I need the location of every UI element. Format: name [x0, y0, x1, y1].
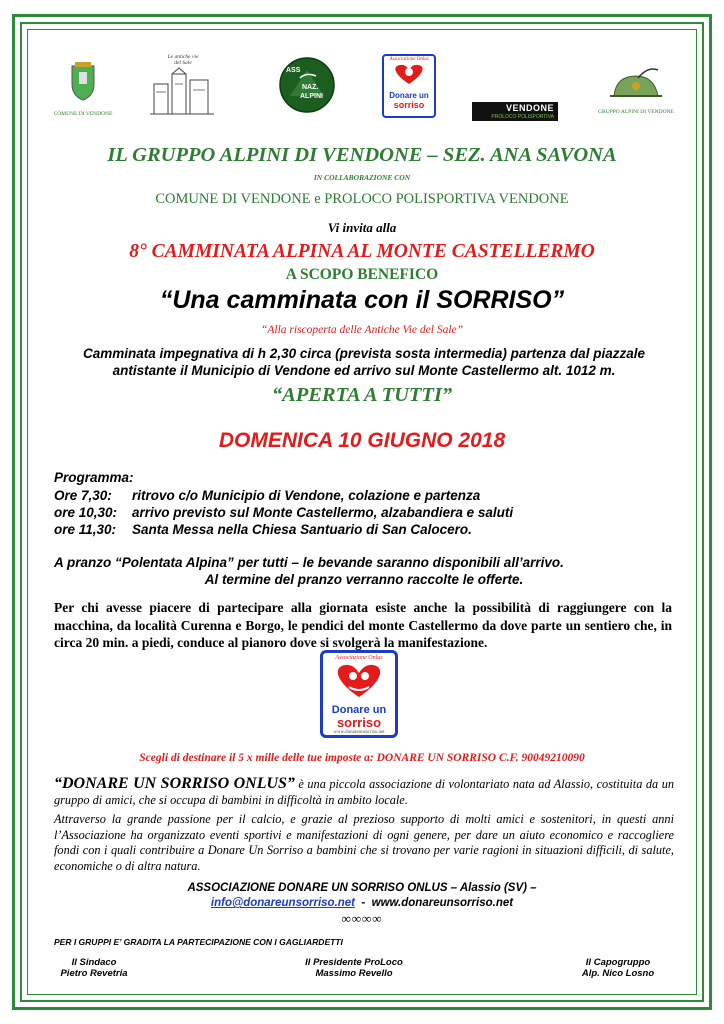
gruppo-caption: GRUPPO ALPINI DI VENDONE — [598, 109, 674, 115]
heart-icon — [384, 62, 434, 86]
footer-note: PER I GRUPPI E’ GRADITA LA PARTECIPAZIONE CON I GAGLIARDETTI — [54, 937, 343, 947]
signature-name: Pietro Revetria — [60, 968, 128, 979]
dus-small-line1: Donare un — [389, 91, 429, 100]
program-heading: Programma: — [54, 470, 134, 485]
program-item — [54, 522, 472, 537]
alpine-hat-icon — [596, 64, 676, 104]
invite-line: Vi invita alla — [327, 220, 397, 235]
signature-name: Massimo Revello — [315, 968, 393, 979]
vendone-logo-text: VENDONE — [472, 102, 558, 114]
event-subtitle: “Alla riscoperta delle Antiche Vie del Sale” — [260, 324, 464, 336]
flyer — [40, 40, 684, 990]
castello-caption-2: del Sale — [174, 60, 192, 66]
castle-drawing-icon — [148, 66, 218, 116]
dus-small-line2: sorriso — [393, 100, 425, 110]
signature-role: Il Sindaco — [71, 957, 117, 968]
program-text: Santa Messa nella Chiesa Santuario di San Calocero. — [132, 522, 472, 537]
signature-block — [284, 957, 424, 979]
program-time: Ore 7,30: — [54, 488, 112, 503]
association-name: “DONARE UN SORRISO ONLUS” — [54, 775, 295, 792]
association-desc-1: è una piccola associazione di volontariato nata ad Alassio, costituita da un gruppo di amici, che si occupa di bambini in difficoltà in ambito locale. — [54, 777, 674, 807]
coat-of-arms-icon — [48, 60, 118, 106]
contact-line — [40, 897, 684, 909]
signature-block — [568, 957, 668, 979]
dus-small-top: Associazione Onlus — [389, 57, 429, 62]
partners-line: COMUNE DI VENDONE e PROLOCO POLISPORTIVA VENDONE — [155, 191, 569, 207]
dus-large-url: www.donareunsorriso.net — [333, 730, 385, 735]
heart-people-icon — [323, 661, 395, 699]
comune-logo — [48, 60, 118, 117]
ana-text-1: NAZ. — [302, 84, 319, 91]
association-intro — [54, 776, 674, 808]
event-title: 8° CAMMINATA ALPINA AL MONTE CASTELLERMO — [129, 241, 595, 262]
description-line-1: Camminata impegnativa di h 2,30 circa (prevista sosta intermedia) partenza dal piazzale — [83, 346, 645, 361]
castello-caption-1: Le antiche vie — [167, 54, 199, 60]
ana-logo — [278, 56, 338, 119]
open-to-all: “APERTA A TUTTI” — [271, 384, 453, 406]
main-title: IL GRUPPO ALPINI DI VENDONE – SEZ. ANA SAVONA — [107, 144, 617, 166]
lunch-line-2: Al termine del pranzo verranno raccolte le offerte. — [204, 572, 524, 587]
contact-email[interactable]: info@donareunsorriso.net — [210, 897, 356, 909]
ana-text-2: ALPINI — [300, 93, 323, 100]
contact-sep: - — [355, 897, 372, 909]
signature-role: Il Capogruppo — [585, 957, 651, 968]
logo-row — [40, 54, 684, 134]
program-text: arrivo previsto sul Monte Castellermo, alzabandiera e saluti — [132, 505, 514, 520]
contact-website[interactable]: www.donareunsorriso.net — [371, 897, 514, 909]
contact-org: ASSOCIAZIONE DONARE UN SORRISO ONLUS – Alassio (SV) – — [187, 882, 537, 894]
event-purpose: A SCOPO BENEFICO — [285, 266, 439, 283]
five-per-mille: Scegli di destinare il 5 x mille delle tue imposte a: DONARE UN SORRISO C.F. 90049210090 — [139, 752, 585, 764]
signature-name: Alp. Nico Losno — [581, 968, 655, 979]
program-time: ore 11,30: — [54, 522, 117, 537]
signature-block — [54, 957, 134, 979]
donare-logo-large — [320, 650, 398, 738]
vendone-proloco-logo — [472, 102, 558, 121]
castello-logo — [148, 54, 218, 121]
dus-large-top: Associazione Onlus — [335, 655, 383, 661]
signature-role: Il Presidente ProLoco — [305, 957, 403, 968]
event-date: DOMENICA 10 GIUGNO 2018 — [218, 429, 506, 452]
ornament: ∞∞∞∞ — [341, 911, 383, 926]
vendone-logo-sub: PROLOCO POLISPORTIVA — [472, 114, 558, 121]
event-slogan: “Una camminata con il SORRISO” — [159, 286, 565, 314]
dus-large-line2: sorriso — [336, 715, 382, 730]
program-text: ritrovo c/o Municipio di Vendone, colazione e partenza — [132, 488, 481, 503]
association-desc-2: Attraverso la grande passione per il calcio, e grazie al prezioso supporto di molti amici e sostenitori, in questi anni l’Associazione ha organizzato eventi sportivi e manifestazioni di ogni genere, per dare un aiuto economico e raccogliere fondi con i quali contribuire a Donare Un Sorriso a bambini che si trovano per varie ragioni in situazioni difficili, di salute, economiche o di altra natura. — [54, 812, 674, 873]
donare-logo-small — [382, 54, 436, 118]
description-line-2: antistante il Municipio di Vendone ed arrivo sul Monte Castellermo alt. 1012 m. — [112, 363, 616, 378]
program-time: ore 10,30: — [54, 505, 118, 520]
gruppo-alpini-logo — [596, 64, 676, 115]
access-paragraph: Per chi avesse piacere di partecipare alla giornata esiste anche la possibilità di raggiungere con la macchina, da località Curenna e Borgo, le pendici del monte Castellermo da dove parte un sentiero che, in circa 20 min. a piedi, conduce al pianoro dove si svolgerà la manifestazione. — [54, 600, 672, 651]
dus-large-line1: Donare un — [331, 704, 387, 716]
collab-line: IN COLLABORAZIONE CON — [313, 173, 411, 182]
ana-text-3: ASS — [286, 67, 301, 74]
program-item — [54, 488, 480, 503]
comune-caption: COMUNE DI VENDONE — [53, 111, 113, 117]
program-item — [54, 505, 513, 520]
lunch-line-1: A pranzo “Polentata Alpina” per tutti – le bevande saranno disponibili all’arrivo. — [54, 555, 564, 570]
